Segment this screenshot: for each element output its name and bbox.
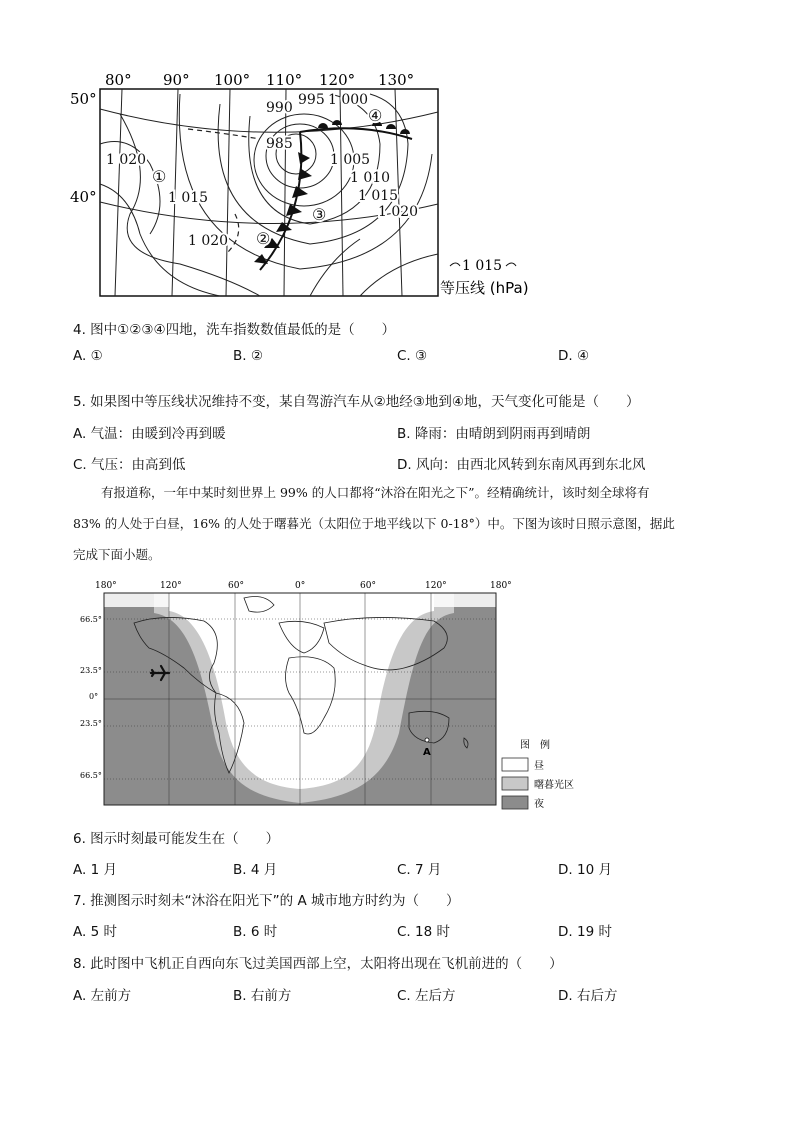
legend-label-day: 昼 [534,761,544,772]
q4-option-a[interactable]: A. ① [73,348,103,364]
q5-option-a[interactable]: A. 气温：由暖到冷再到暖 [73,426,226,442]
isobar-value: 1 000 [328,92,369,108]
point-a-marker [425,738,429,742]
legend-label-twilight: 曙暮光区 [534,780,574,791]
question-7: 7. 推测图示时刻未“沐浴在阳光下”的 A 城市地方时约为（ ） [73,893,460,909]
lon-label: 0° [295,581,306,591]
lon-label: 180° [95,581,117,591]
point-3: ③ [312,205,327,224]
q6-option-d[interactable]: D. 10 月 [558,862,612,878]
passage-line-3: 完成下面小题。 [73,547,161,562]
isobar-legend [440,258,529,297]
legend-title: 图 例 [520,740,550,751]
lon-label: 110° [266,71,303,89]
legend-swatch-day [502,758,528,771]
q7-option-d[interactable]: D. 19 时 [558,924,612,940]
q8-option-b[interactable]: B. 右前方 [233,988,292,1004]
isobar-value: 995 [298,92,325,108]
lat-label: 40° [70,188,97,206]
passage-line-2: 83% 的人处于白昼，16% 的人处于曙暮光（太阳位于地平线以下 0-18°）中。下图为该时日照示意图，据此 [73,516,675,531]
q8-option-c[interactable]: C. 左后方 [397,988,456,1004]
q4-option-d[interactable]: D. ④ [558,348,590,364]
point-2: ② [256,229,271,248]
q8-option-a[interactable]: A. 左前方 [73,988,132,1004]
isobar-value: 1 015 [168,190,209,206]
location-markers [152,106,382,248]
q6-option-c[interactable]: C. 7 月 [397,862,442,878]
isobar-value: 1 010 [350,170,391,186]
q7-option-b[interactable]: B. 6 时 [233,924,278,940]
q8-option-d[interactable]: D. 右后方 [558,988,618,1004]
question-5: 5. 如果图中等压线状况维持不变，某自驾游汽车从②地经③地到④地，天气变化可能是（ ） [73,394,640,410]
lat-label: 23.5° [80,666,102,675]
legend-label-night: 夜 [534,799,544,810]
isobar-value: 1 020 [378,204,419,220]
q5-option-b[interactable]: B. 降雨：由晴朗到阴雨再到晴朗 [397,426,591,442]
lat-label: 0° [89,692,99,701]
lon-label: 60° [360,581,376,591]
point-4: ④ [368,106,383,125]
passage-line-1: 有报道称，一年中某时刻世界上 99% 的人口都将“沐浴在阳光之下”。经精确统计，该时刻全球将有 [101,485,650,500]
isobar-value: 990 [266,100,293,116]
q5-option-c[interactable]: C. 气压：由高到低 [73,457,186,473]
lat-label: 66.5° [80,615,102,624]
lon-label: 100° [214,71,251,89]
isobar-value: 1 020 [188,233,229,249]
lon-label: 80° [105,71,132,89]
isobar-value: 1 020 [106,152,147,168]
q7-option-a[interactable]: A. 5 时 [73,924,117,940]
q6-option-a[interactable]: A. 1 月 [73,862,117,878]
lon-label: 180° [490,581,512,591]
lon-label: 120° [319,71,356,89]
isobar-value: 985 [266,136,293,152]
lon-label: 60° [228,581,244,591]
question-8: 8. 此时图中飞机正自西向东飞过美国西部上空，太阳将出现在飞机前进的（ ） [73,956,563,972]
legend-swatch-night [502,796,528,809]
passage [73,477,733,570]
lon-label: 90° [163,71,190,89]
illumination-map [80,578,600,814]
q5-option-d[interactable]: D. 风向：由西北风转到东南风再到东北风 [397,457,646,473]
lat-label: 66.5° [80,771,102,780]
question-4: 4. 图中①②③④四地，洗车指数数值最低的是（ ） [73,322,396,338]
warm-front [300,128,412,139]
legend-swatch-twilight [502,777,528,790]
legend-label: 等压线 (hPa) [440,279,529,297]
longitude-labels [95,581,512,591]
isobar-value: 1 015 [358,188,399,204]
point-1: ① [152,167,167,186]
latitude-labels [80,615,102,780]
lat-label: 23.5° [80,719,102,728]
lon-label: 120° [160,581,182,591]
lat-label: 50° [70,90,97,108]
point-a-label: A [423,747,431,758]
q7-option-c[interactable]: C. 18 时 [397,924,450,940]
q4-option-c[interactable]: C. ③ [397,348,428,364]
map-legend [502,738,574,810]
isobar-value: 1 005 [330,152,371,168]
question-6: 6. 图示时刻最可能发生在（ ） [73,831,280,847]
lon-label: 130° [378,71,415,89]
isobar-map [60,64,560,309]
q4-option-b[interactable]: B. ② [233,348,263,364]
lon-label: 120° [425,581,447,591]
legend-isobar-value: 1 015 [462,258,503,274]
q6-option-b[interactable]: B. 4 月 [233,862,278,878]
